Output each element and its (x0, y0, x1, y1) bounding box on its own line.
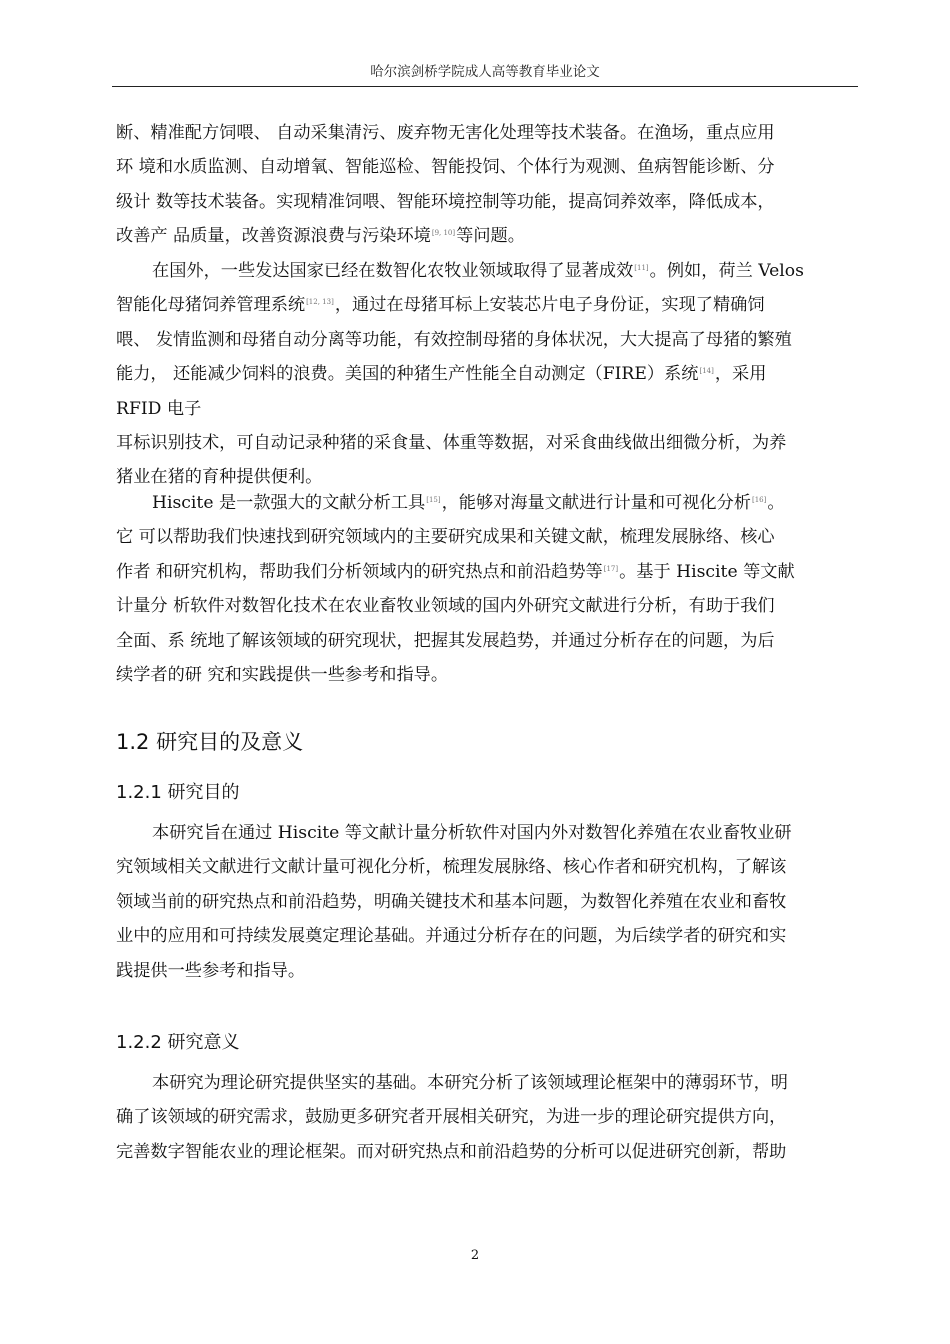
text-line (116, 288, 868, 322)
running-header: 哈尔滨剑桥学院成人高等教育毕业论文 (370, 64, 600, 80)
citation-ref: [12, 13] (306, 298, 334, 307)
citation-ref: [9, 10] (431, 229, 456, 238)
subsection-heading-1-2-2: 1.2.2 研究意义 (116, 1032, 240, 1053)
text-line: 本研究旨在通过 Hiscite 等文献计量分析软件对国内外对数智化养殖在农业畜牧业研 (152, 823, 792, 843)
citation-ref: [15] (426, 496, 441, 504)
text-line: 猪业在猪的育种提供便利。 (116, 467, 323, 488)
text-segment: 能力， 还能减少饲料的浪费。美国的种猪生产性能全自动测定（FIRE）系统 (116, 364, 699, 385)
header-rule (112, 86, 858, 87)
text-line: RFID 电子 (116, 398, 202, 419)
text-line (116, 486, 868, 520)
text-segment: 。基于 Hiscite 等文献 (619, 561, 795, 582)
text-line: 级计 数等技术装备。实现精准饲喂、智能环境控制等功能，提高饲养效率，降低成本， (116, 191, 775, 212)
text-line: 完善数字智能农业的理论框架。而对研究热点和前沿趋势的分析可以促进研究创新，帮助 (116, 1141, 787, 1162)
text-line: 践提供一些参考和指导。 (116, 960, 306, 981)
text-segment: ，采用 (714, 364, 767, 385)
text-line (116, 254, 868, 288)
text-segment: 等问题。 (456, 226, 525, 247)
subsection-heading-1-2-1: 1.2.1 研究目的 (116, 782, 240, 803)
citation-ref: [17] (603, 564, 619, 573)
text-line: 业中的应用和可持续发展奠定理论基础。并通过分析存在的问题，为后续学者的研究和实 (116, 926, 787, 947)
text-segment: 。 (767, 493, 785, 513)
text-line: 计量分 析软件对数智化技术在农业畜牧业领域的国内外研究文献进行分析，有助于我们 (116, 596, 775, 617)
text-line: 本研究为理论研究提供坚实的基础。本研究分析了该领域理论框架中的薄弱环节，明 (152, 1073, 788, 1093)
text-line: 全面、系 统地了解该领域的研究现状，把握其发展趋势，并通过分析存在的问题，为后 (116, 630, 775, 651)
text-segment: 。例如，荷兰 Velos (649, 261, 804, 281)
text-line (116, 555, 868, 589)
paragraph-3 (116, 486, 868, 692)
text-line: 续学者的研 究和实践提供一些参考和指导。 (116, 665, 449, 686)
text-line (116, 357, 868, 391)
page-number: 2 (470, 1248, 480, 1263)
citation-ref: [16] (752, 496, 767, 504)
paragraph-5 (116, 1066, 868, 1169)
citation-ref: [11] (634, 264, 649, 272)
text-line: 环 境和水质监测、自动增氧、智能巡检、智能投饲、个体行为观测、鱼病智能诊断、分 (116, 157, 775, 178)
text-segment: 作者 和研究机构，帮助我们分析领域内的研究热点和前沿趋势等 (116, 561, 603, 582)
text-segment: 智能化母猪饲养管理系统 (116, 295, 306, 316)
text-line: 领域当前的研究热点和前沿趋势，明确关键技术和基本问题，为数智化养殖在农业和畜牧 (116, 891, 787, 912)
paragraph-1 (116, 116, 868, 254)
text-segment: ，能够对海量文献进行计量和可视化分析 (441, 493, 751, 513)
text-line: 断、精准配方饲喂、 自动采集清污、废弃物无害化处理等技术装备。在渔场，重点应用 (116, 123, 775, 143)
paragraph-2 (116, 254, 868, 495)
text-line (116, 219, 868, 253)
text-segment: 在国外，一些发达国家已经在数智化农牧业领域取得了显著成效 (152, 261, 634, 281)
citation-ref: [14] (699, 367, 714, 376)
text-line: 确了该领域的研究需求，鼓励更多研究者开展相关研究，为进一步的理论研究提供方向， (116, 1107, 787, 1128)
paragraph-4 (116, 816, 868, 988)
text-segment: 改善产 品质量，改善资源浪费与污染环境 (116, 226, 431, 247)
text-segment: Hiscite 是一款强大的文献分析工具 (152, 493, 426, 513)
section-heading-1-2: 1.2 研究目的及意义 (116, 730, 304, 754)
text-line: 究领域相关文献进行文献计量可视化分析，梳理发展脉络、核心作者和研究机构，了解该 (116, 857, 787, 878)
text-line: 它 可以帮助我们快速找到研究领域内的主要研究成果和关键文献，梳理发展脉络、核心 (116, 527, 775, 548)
text-line: 耳标识别技术，可自动记录种猪的采食量、体重等数据，对采食曲线做出细微分析，为养 (116, 433, 787, 454)
text-segment: ，通过在母猪耳标上安装芯片电子身份证，实现了精确饲 (334, 295, 765, 316)
text-line: 喂、 发情监测和母猪自动分离等功能，有效控制母猪的身体状况，大大提高了母猪的繁殖 (116, 329, 792, 350)
